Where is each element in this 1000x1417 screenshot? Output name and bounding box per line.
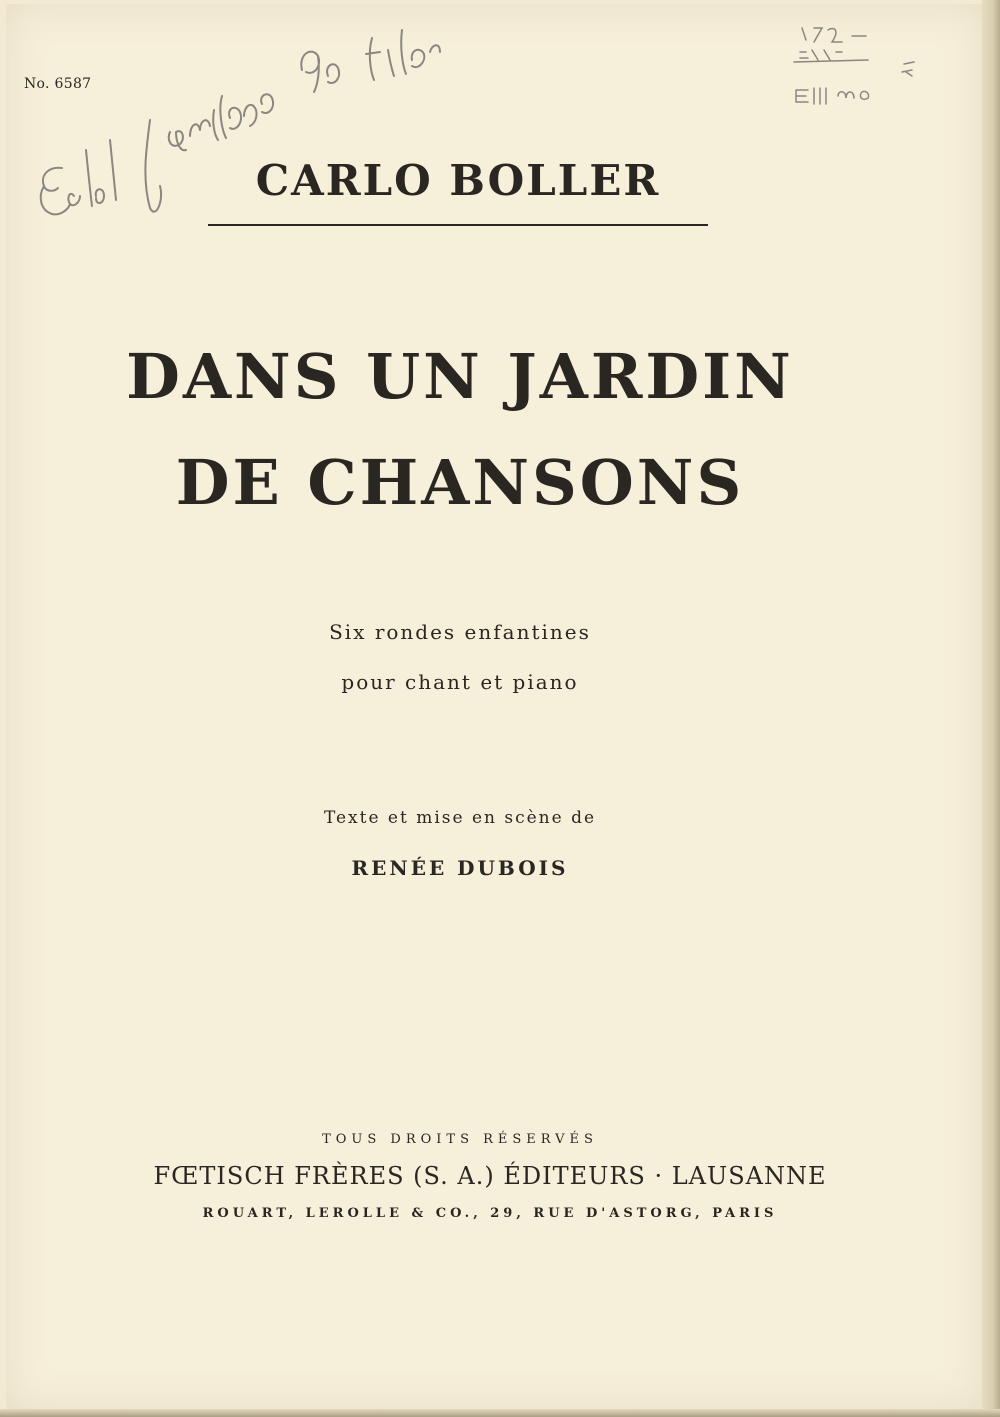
- paper-sheet: [6, 4, 984, 1410]
- rights-reserved: TOUS DROITS RÉSERVÉS: [322, 1132, 598, 1147]
- text-credit-label: Texte et mise en scène de: [323, 808, 597, 828]
- subtitle-line-2: pour chant et piano: [341, 670, 579, 694]
- subtitle-line-1: Six rondes enfantines: [329, 620, 591, 644]
- title-line-1: DANS UN JARDIN: [126, 340, 794, 413]
- paper-edge-right: [982, 0, 1000, 1417]
- paper-edge-bottom: [0, 1409, 1000, 1417]
- catalog-number: No. 6587: [24, 76, 92, 92]
- publisher-address: ROUART, LEROLLE & CO., 29, RUE D'ASTORG, PARIS: [202, 1206, 778, 1221]
- publisher-name: FŒTISCH FRÈRES (S. A.) ÉDITEURS · LAUSANNE: [153, 1162, 827, 1190]
- title-line-2: DE CHANSONS: [175, 446, 745, 519]
- composer-underline: [208, 224, 708, 226]
- composer-name: CARLO BOLLER: [255, 156, 661, 205]
- text-author-name: RENÉE DUBOIS: [351, 856, 569, 880]
